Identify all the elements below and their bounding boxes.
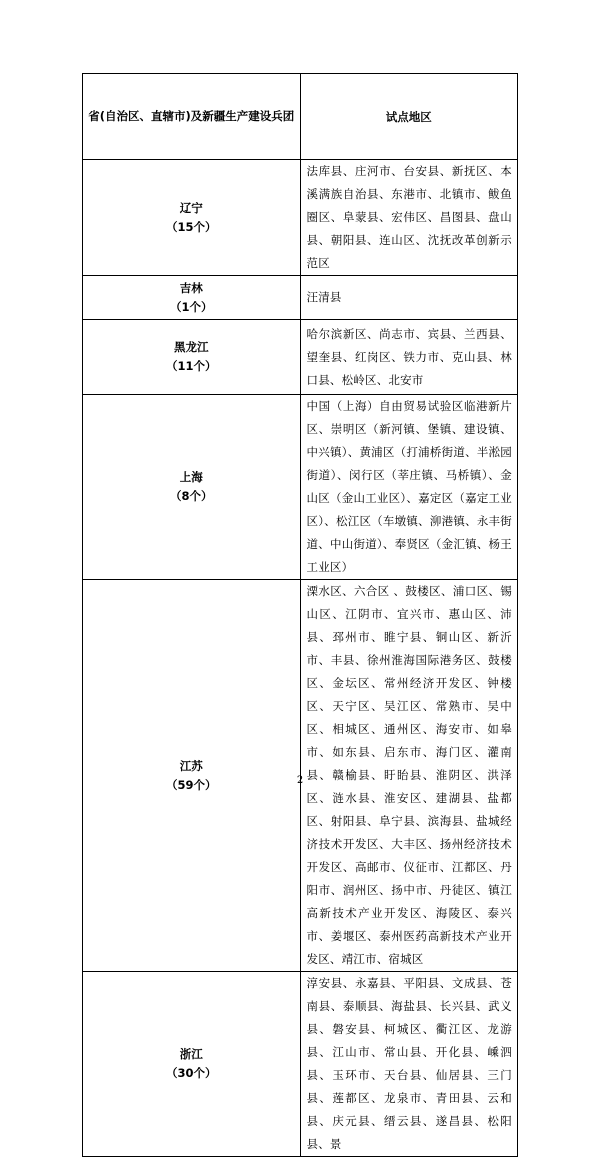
province-name: 黑龙江 — [174, 340, 209, 354]
region-list: 汪清县 — [300, 276, 518, 320]
province-name: 浙江 — [179, 1047, 203, 1061]
table-row — [83, 320, 518, 395]
province-column-header: 省(自治区、直辖市)及新疆生产建设兵团 — [83, 74, 301, 160]
province-cell — [83, 160, 301, 276]
province-name: 上海 — [179, 470, 203, 484]
province-cell — [83, 395, 301, 580]
region-list: 中国（上海）自由贸易试验区临港新片区、崇明区（新河镇、堡镇、建设镇、中兴镇）、黄浦区（打浦桥街道、半淞园街道）、闵行区（莘庄镇、马桥镇）、金山区（金山工业区）、嘉定区（嘉定工业区）、松江区（车墩镇、泖港镇、永丰街道、中山街道）、奉贤区（金汇镇、杨王工业区） — [300, 395, 518, 580]
region-column-header: 试点地区 — [300, 74, 518, 160]
province-cell — [83, 320, 301, 395]
province-count: （59个） — [165, 777, 217, 792]
province-count: （8个） — [169, 489, 213, 503]
province-count: （30个） — [165, 1066, 217, 1080]
province-count: （11个） — [165, 359, 217, 373]
region-list: 法库县、庄河市、台安县、新抚区、本溪满族自治县、东港市、北镇市、鲅鱼圈区、阜蒙县、宏伟区、昌图县、盘山县、朝阳县、连山区、沈抚改革创新示范区 — [300, 160, 518, 276]
province-cell — [83, 972, 301, 1157]
page-number: 2 — [296, 775, 304, 786]
pilot-regions-table — [82, 73, 518, 1157]
region-list: 淳安县、永嘉县、平阳县、文成县、苍南县、泰顺县、海盐县、长兴县、武义县、磐安县、柯城区、衢江区、龙游县、江山市、常山县、开化县、嵊泗县、玉环市、天台县、仙居县、三门县、莲都区、龙泉市、青田县、云和县、庆元县、缙云县、遂昌县、松阳县、景 — [300, 972, 518, 1157]
province-name: 江苏 — [179, 758, 203, 773]
region-list: 溧水区、六合区 、鼓楼区、浦口区、锡山区、江阴市、宜兴市、惠山区、沛县、邳州市、睢宁县、铜山区、新沂市、丰县、徐州淮海国际港务区、鼓楼区、金坛区、常州经济开发区、钟楼区、天宁区、吴江区、常熟市、吴中区、相城区、通州区、海安市、如皋市、如东县、启东市、海门区、灌南县、赣榆县、盱眙县、淮阴区、洪泽区、涟水县、淮安区、建湖县、盐都区、射阳县、阜宁县、滨海县、盐城经济技术开发区、大丰区、扬州经济技术开发区、高邮市、仪征市、江都区、丹阳市、润州区、扬中市、丹徒区、镇江高新技术产业开发区、海陵区、泰兴市、姜堰区、泰州医药高新技术产业开发区、靖江市、宿城区 — [300, 580, 518, 972]
region-list: 哈尔滨新区、尚志市、宾县、兰西县、望奎县、红岗区、铁力市、克山县、林口县、松岭区、北安市 — [300, 320, 518, 395]
table-row — [83, 972, 518, 1157]
table-row — [83, 276, 518, 320]
table-row — [83, 395, 518, 580]
table-header-row — [83, 74, 518, 160]
province-count: （15个） — [165, 219, 217, 234]
province-cell — [83, 276, 301, 320]
province-name: 吉林 — [179, 280, 203, 295]
table-row — [83, 160, 518, 276]
province-name: 辽宁 — [179, 200, 203, 215]
province-count: （1个） — [169, 299, 213, 314]
